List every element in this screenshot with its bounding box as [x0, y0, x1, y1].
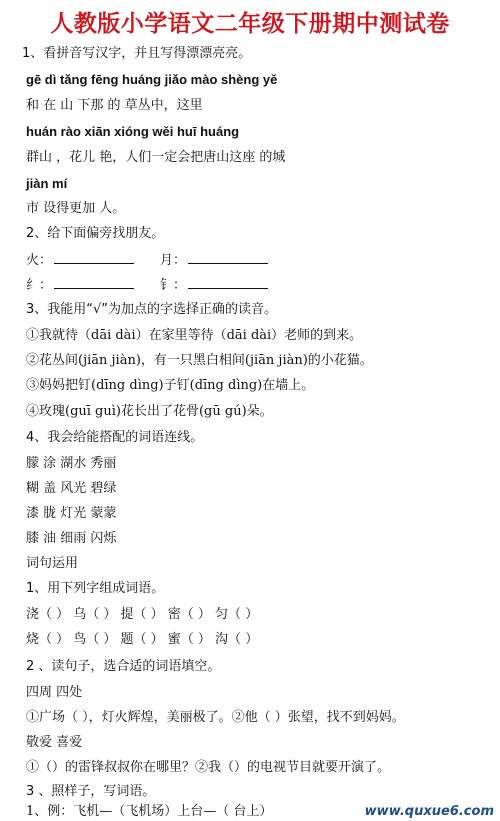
- radical-moon-label: 月：: [160, 253, 187, 268]
- q1-pinyin-2: huán rào xiān xióng wěi huī huáng: [26, 124, 240, 139]
- section-2-header: 词句运用: [26, 556, 79, 571]
- radical-moon-answer-field[interactable]: [188, 251, 268, 264]
- page-title: 人教版小学语文二年级下册期中测试卷: [50, 11, 450, 37]
- radical-metal-answer-field[interactable]: [188, 276, 268, 289]
- q3-item-1: ①我就待（dāi dài）在家里等待（dāi dài）老师的到来。: [26, 328, 363, 343]
- site-watermark: www.quxue6.com: [364, 804, 494, 819]
- radical-silk-answer-field[interactable]: [54, 276, 134, 289]
- q3-item-4: ④玫瑰(guī guì)花长出了花骨(gū gú)朵。: [26, 404, 273, 419]
- q4-row-4: 膝 油 细雨 闪烁: [26, 531, 117, 546]
- s1-header: 1、用下列字组成词语。: [26, 581, 165, 596]
- q1-header: 1、看拼音写汉字，并且写得漂漂亮亮。: [22, 46, 252, 61]
- q4-row-2: 糊 盖 风光 碧绿: [26, 481, 117, 496]
- q2-header: 2、给下面偏旁找朋友。: [26, 226, 165, 241]
- radical-fire-label: 火：: [26, 253, 53, 268]
- q3-item-3: ③妈妈把钉(dīng dìng)子钉(dīng dìng)在墙上。: [26, 378, 315, 393]
- s2-word-choices-1: 四周 四处: [26, 685, 83, 700]
- q4-row-1: 朦 涂 湖水 秀丽: [26, 456, 117, 471]
- q1-text-2: 群山 ，花儿 艳，人们一定会把唐山这座 的城: [26, 150, 286, 165]
- q1-pinyin-3: jiàn mí: [26, 176, 68, 191]
- radical-silk-label: 纟：: [26, 278, 53, 293]
- q1-text-3: 市 设得更加 人。: [26, 201, 126, 216]
- s1-row-1: 浇（ ） 乌（ ） 提（ ） 密（ ） 匀（ ）: [26, 607, 259, 622]
- radical-metal-label: 钅：: [160, 278, 187, 293]
- q3-header: 3、我能用“√”为加点的字选择正确的读音。: [26, 302, 278, 317]
- radical-fire-answer-field[interactable]: [54, 251, 134, 264]
- q3-item-2: ②花丛间(jiān jiàn)，有一只黑白相间(jiān jiàn)的小花猫。: [26, 353, 373, 368]
- s2-sentence-2: ①（）的雷锋叔叔你在哪里？②我（）的电视节目就要开演了。: [26, 760, 391, 775]
- q4-header: 4、我会给能搭配的词语连线。: [26, 430, 204, 445]
- s2-header: 2 、读句子，选合适的词语填空。: [26, 659, 221, 674]
- q4-row-3: 漆 胧 灯光 蒙蒙: [26, 506, 117, 521]
- s3-example: 1、例：飞机—（飞机场）上台—（ 台上）: [26, 804, 273, 819]
- s2-word-choices-2: 敬爱 喜爱: [26, 735, 83, 750]
- s1-row-2: 烧（ ） 鸟（ ） 题（ ） 蜜（ ） 沟（ ）: [26, 632, 259, 647]
- q2-row-2: [26, 276, 272, 294]
- s2-sentence-1: ①广场（ ），灯火辉煌，美丽极了。②他（ ）张望，找不到妈妈。: [26, 710, 405, 725]
- q1-text-1: 和 在 山 下那 的 草丛中，这里: [26, 98, 203, 113]
- q1-pinyin-1: gē dì tǎng fēng huáng jiǎo mào shèng yě: [26, 72, 278, 87]
- q2-row-1: [26, 251, 272, 269]
- s3-header: 3 、照样子，写词语。: [26, 784, 156, 799]
